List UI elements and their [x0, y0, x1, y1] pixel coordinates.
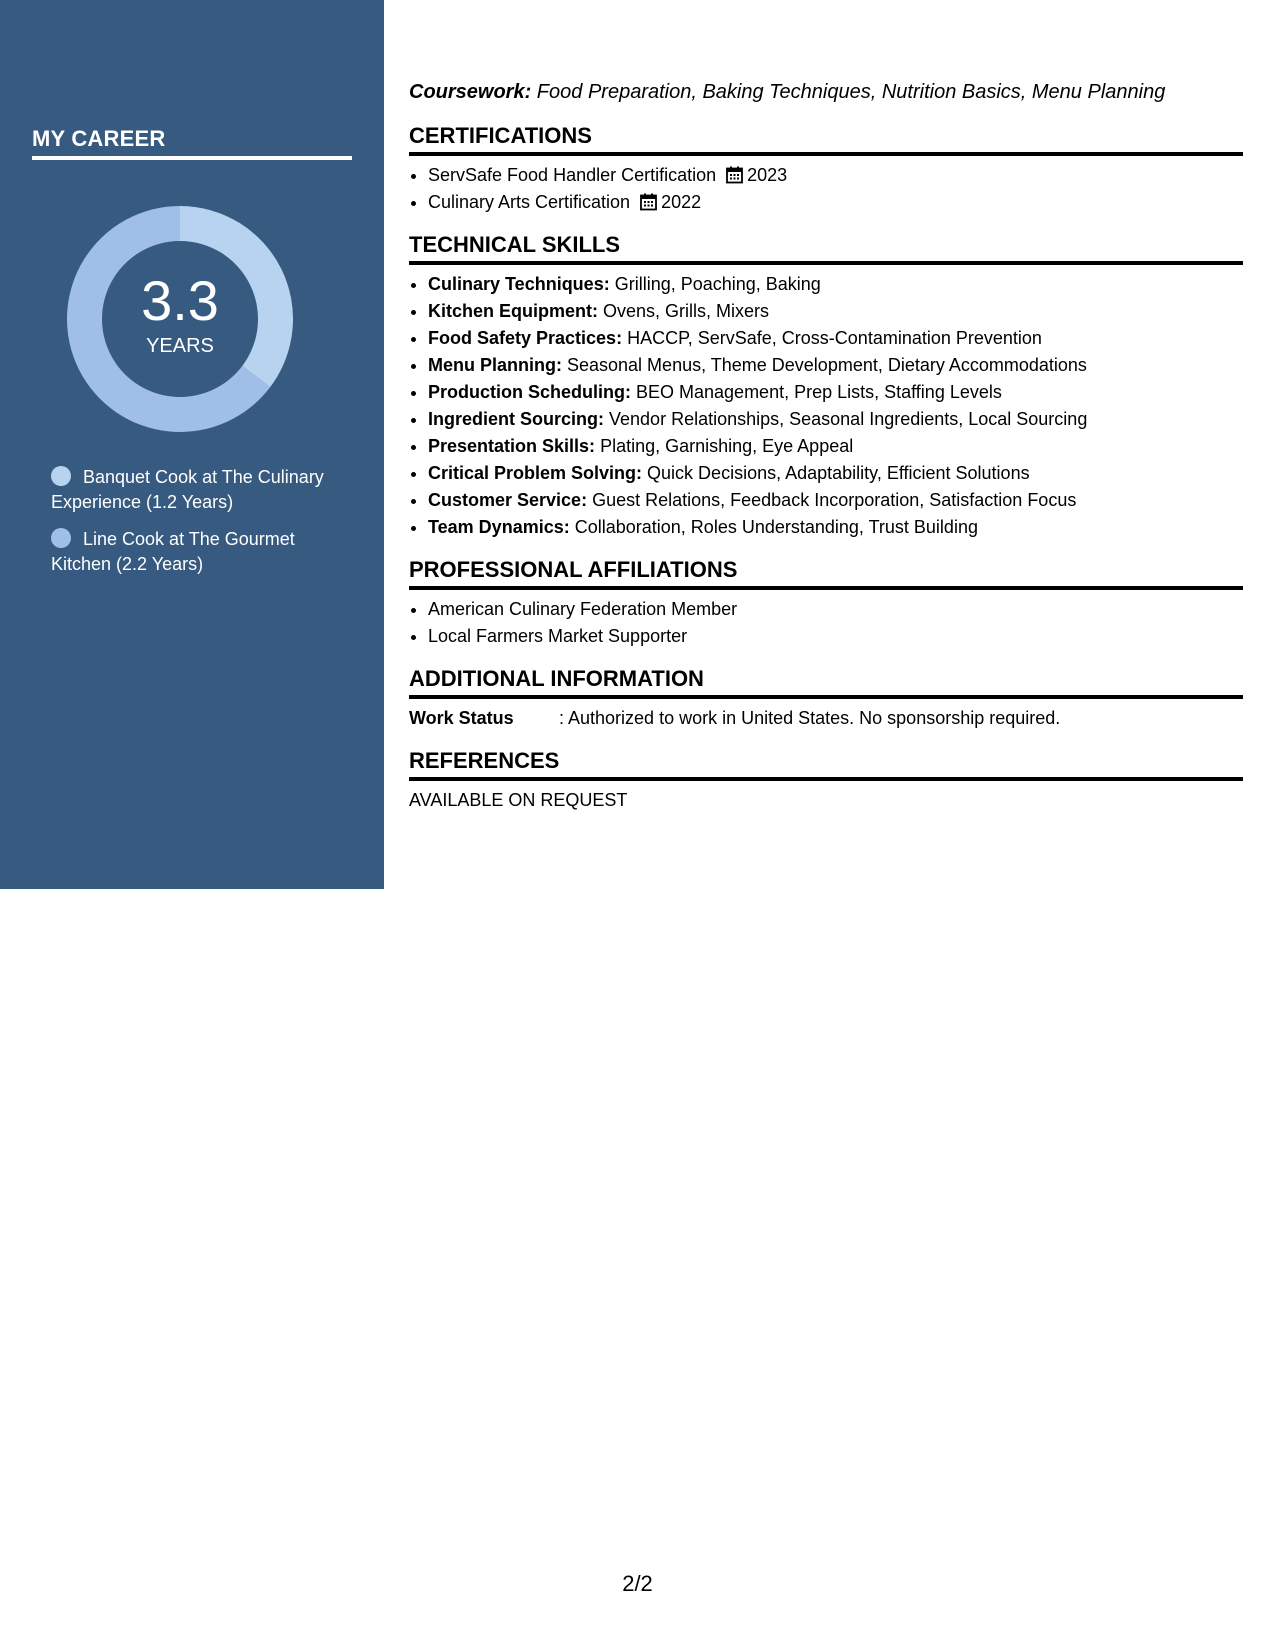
coursework-label: Coursework: [409, 81, 532, 103]
affiliations-heading: PROFESSIONAL AFFILIATIONS [409, 557, 1243, 590]
work-status-value: : Authorized to work in United States. No sponsorship required. [559, 708, 1061, 728]
list-item [428, 325, 1243, 352]
skill-label: Culinary Techniques: [428, 274, 610, 294]
skill-value: Collaboration, Roles Understanding, Trust Building [569, 517, 978, 537]
total-years-unit: YEARS [146, 334, 214, 357]
cert-name: Culinary Arts Certification [428, 192, 631, 212]
list-item [428, 406, 1243, 433]
career-legend [51, 465, 331, 589]
calendar-icon [640, 193, 657, 211]
skill-value: Ovens, Grills, Mixers [598, 301, 770, 321]
skill-label: Customer Service: [428, 490, 588, 510]
total-years-value: 3.3 [141, 268, 219, 332]
legend-item-banquet-cook [51, 465, 331, 515]
list-item: • Local Farmers Market Supporter [428, 623, 1243, 650]
legend-label: Line Cook at The Gourmet Kitchen (2.2 Years) [51, 529, 295, 574]
skill-value: Plating, Garnishing, Eye Appeal [595, 436, 854, 456]
main-content [409, 78, 1243, 814]
skill-value: Grilling, Poaching, Baking [609, 274, 821, 294]
skill-label: Critical Problem Solving: [428, 463, 643, 483]
calendar-icon [726, 166, 743, 184]
legend-item-line-cook [51, 527, 331, 577]
skill-value: Guest Relations, Feedback Incorporation, Satisfaction Focus [587, 490, 1077, 510]
legend-label: Banquet Cook at The Culinary Experience (1.2 Years) [51, 467, 324, 512]
cert-year: 2023 [747, 165, 788, 185]
skill-value: HACCP, ServSafe, Cross-Contamination Prevention [622, 328, 1042, 348]
references-heading: REFERENCES [409, 748, 1243, 781]
page-number: 2/2 [622, 1571, 653, 1596]
skill-label: Team Dynamics: [428, 517, 570, 537]
work-status-row [409, 705, 1243, 732]
technical-skills-heading: TECHNICAL SKILLS [409, 232, 1243, 265]
list-item [428, 460, 1243, 487]
certifications-heading: CERTIFICATIONS [409, 123, 1243, 156]
cert-name: ServSafe Food Handler Certification [428, 165, 717, 185]
list-item [428, 352, 1243, 379]
sidebar [0, 0, 384, 889]
additional-info-heading: ADDITIONAL INFORMATION [409, 666, 1243, 699]
skill-label: Food Safety Practices: [428, 328, 623, 348]
coursework-text: Food Preparation, Baking Techniques, Nutrition Basics, Menu Planning [531, 81, 1166, 103]
certifications-list [409, 162, 1243, 216]
skill-label: Production Scheduling: [428, 382, 631, 402]
skill-label: Presentation Skills: [428, 436, 596, 456]
list-item [428, 162, 1243, 189]
skill-value: Quick Decisions, Adaptability, Efficient Solutions [642, 463, 1030, 483]
cert-year: 2022 [661, 192, 702, 212]
career-title: MY CAREER [32, 126, 352, 160]
legend-dot [51, 528, 71, 548]
work-status-label: Work Status [409, 708, 514, 728]
list-item [428, 433, 1243, 460]
list-item [428, 487, 1243, 514]
skill-value: Vendor Relationships, Seasonal Ingredients, Local Sourcing [604, 409, 1088, 429]
legend-dot [51, 466, 71, 486]
list-item [428, 379, 1243, 406]
skill-label: Ingredient Sourcing: [428, 409, 605, 429]
coursework [409, 78, 1243, 106]
donut-center [67, 206, 293, 432]
skill-label: Menu Planning: [428, 355, 562, 375]
list-item [428, 189, 1243, 216]
skill-value: BEO Management, Prep Lists, Staffing Levels [631, 382, 1002, 402]
list-item: • American Culinary Federation Member [428, 596, 1243, 623]
skill-value: Seasonal Menus, Theme Development, Dietary Accommodations [562, 355, 1087, 375]
list-item [428, 298, 1243, 325]
references-text: AVAILABLE ON REQUEST [409, 790, 628, 810]
skill-label: Kitchen Equipment: [428, 301, 598, 321]
affiliations-list [409, 596, 1243, 650]
technical-skills-list [409, 271, 1243, 541]
list-item [428, 271, 1243, 298]
list-item [428, 514, 1243, 541]
career-donut-chart [67, 206, 293, 432]
